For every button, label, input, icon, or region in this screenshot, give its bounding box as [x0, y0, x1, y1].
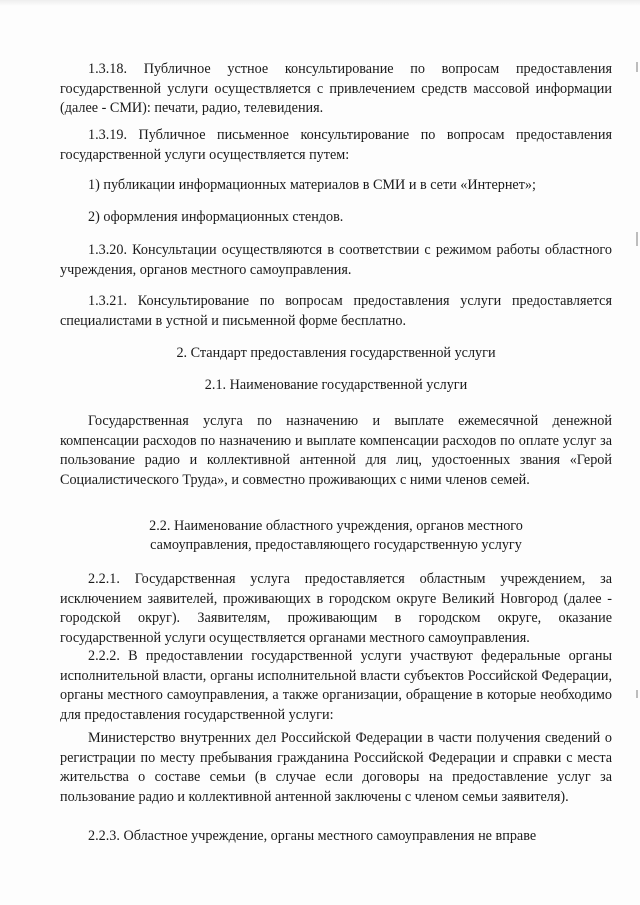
- paragraph-2-2-3: 2.2.3. Областное учреждение, органы местного самоуправления не вправе: [88, 828, 537, 844]
- paragraph-ministry: Министерство внутренних дел Российской Федерации в части получения сведений о регистрации по месту пребывания гражданина Российской Федерации и справки с места жительства о составе семьи (в случае если договоры на предоставление услуг за пользование радио и коллективной антенной заключены с членом семьи заявителя).: [60, 730, 612, 805]
- scan-mark: [636, 62, 638, 72]
- paragraph-1-3-18: 1.3.18. Публичное устное консультирование по вопросам предоставления государственной услуги осуществляется с привлечением средств массовой информации (далее - СМИ): печати, радио, телевидения.: [60, 61, 612, 116]
- section-heading-2-2-line1: 2.2. Наименование областного учреждения, органов местного: [149, 518, 523, 534]
- paragraph-2-2-2: 2.2.2. В предоставлении государственной услуги участвуют федеральные органы исполнительной власти, органы исполнительной власти субъектов Российской Федерации, органы местного самоуправления, а также организации, обращение в которые необходимо для предоставления государственной услуги:: [60, 648, 612, 723]
- paragraph-1-3-20: 1.3.20. Консультации осуществляются в соответствии с режимом работы областного учреждения, органов местного самоуправления.: [60, 242, 612, 278]
- scan-edge: [0, 0, 640, 6]
- section-heading-2: 2. Стандарт предоставления государственной услуги: [176, 345, 496, 361]
- list-item: 1) публикации информационных материалов в СМИ и в сети «Интернет»;: [88, 177, 536, 193]
- scan-mark: [636, 232, 638, 246]
- paragraph-1-3-21: 1.3.21. Консультирование по вопросам предоставления услуги предоставляется специалистами в устной и письменной форме бесплатно.: [60, 293, 612, 329]
- paragraph-2-2-1: 2.2.1. Государственная услуга предоставляется областным учреждением, за исключением заявителей, проживающих в городском округе Великий Новгород (далее - городской округ). Заявителям, проживающим в городском округе, оказание государственной услуги осуществляется органами местного самоуправления.: [60, 571, 612, 646]
- section-heading-2-2-line2: самоуправления, предоставляющего государственную услугу: [150, 537, 522, 553]
- section-heading-2-1: 2.1. Наименование государственной услуги: [204, 377, 468, 393]
- scan-mark: [636, 690, 638, 698]
- paragraph-1-3-19: 1.3.19. Публичное письменное консультирование по вопросам предоставления государственной услуги осуществляется путем:: [60, 127, 612, 163]
- paragraph-service-name: Государственная услуга по назначению и выплате ежемесячной денежной компенсации расходов по назначению и выплате компенсации расходов по оплате услуг за пользование радио и коллективной антенной для лиц, удостоенных звания «Герой Социалистического Труда», и совместно проживающих с ними членов семей.: [60, 413, 612, 488]
- list-item: 2) оформления информационных стендов.: [88, 209, 344, 225]
